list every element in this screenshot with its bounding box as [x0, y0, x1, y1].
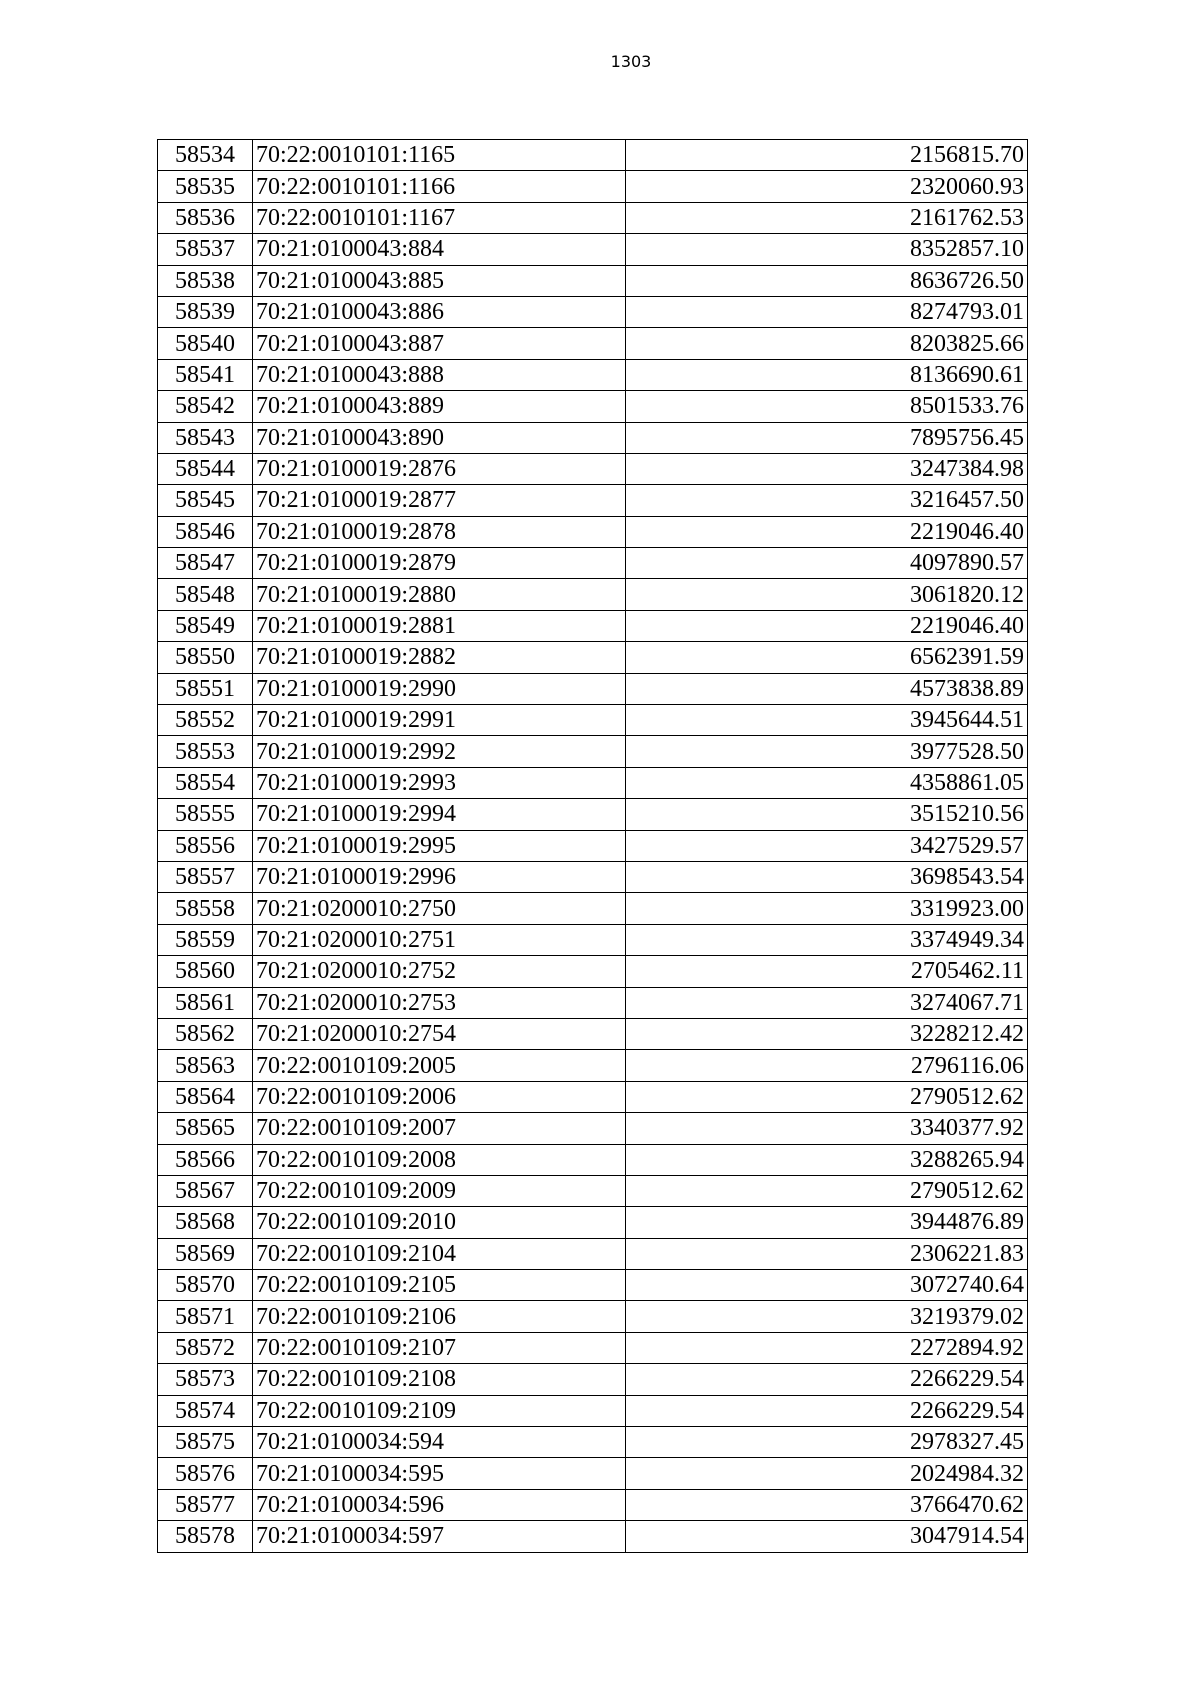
cadastral-number-cell: 70:21:0100019:2877	[253, 485, 626, 516]
table-row	[158, 516, 1028, 547]
row-number-cell: 58554	[158, 767, 253, 798]
row-number-cell: 58551	[158, 673, 253, 704]
row-number-cell: 58553	[158, 736, 253, 767]
cadastral-number-cell: 70:22:0010109:2007	[253, 1113, 626, 1144]
cadastral-number-cell: 70:21:0100019:2880	[253, 579, 626, 610]
table-row	[158, 1207, 1028, 1238]
row-number-cell: 58578	[158, 1521, 253, 1552]
cadastral-number-cell: 70:21:0100019:2991	[253, 705, 626, 736]
table-row	[158, 1458, 1028, 1489]
row-number-cell: 58568	[158, 1207, 253, 1238]
row-number-cell: 58547	[158, 548, 253, 579]
cadastral-number-cell: 70:21:0100034:596	[253, 1489, 626, 1520]
row-number-cell: 58541	[158, 359, 253, 390]
table-row	[158, 1270, 1028, 1301]
value-cell: 2978327.45	[626, 1427, 1028, 1458]
cadastral-number-cell: 70:21:0100043:885	[253, 265, 626, 296]
cadastral-number-cell: 70:22:0010109:2104	[253, 1238, 626, 1269]
row-number-cell: 58558	[158, 893, 253, 924]
table-row	[158, 1364, 1028, 1395]
value-cell: 3944876.89	[626, 1207, 1028, 1238]
row-number-cell: 58564	[158, 1081, 253, 1112]
table-row	[158, 736, 1028, 767]
value-cell: 3319923.00	[626, 893, 1028, 924]
table-row	[158, 987, 1028, 1018]
cadastral-number-cell: 70:21:0100019:2993	[253, 767, 626, 798]
cadastral-number-cell: 70:21:0100019:2995	[253, 830, 626, 861]
value-cell: 2320060.93	[626, 171, 1028, 202]
cadastral-number-cell: 70:22:0010109:2108	[253, 1364, 626, 1395]
cadastral-number-cell: 70:21:0100019:2878	[253, 516, 626, 547]
table-row	[158, 767, 1028, 798]
cadastral-number-cell: 70:21:0100034:595	[253, 1458, 626, 1489]
value-cell: 2705462.11	[626, 956, 1028, 987]
value-cell: 2219046.40	[626, 610, 1028, 641]
row-number-cell: 58546	[158, 516, 253, 547]
value-cell: 3288265.94	[626, 1144, 1028, 1175]
table-row	[158, 359, 1028, 390]
row-number-cell: 58543	[158, 422, 253, 453]
table-row	[158, 422, 1028, 453]
row-number-cell: 58540	[158, 328, 253, 359]
value-cell: 4097890.57	[626, 548, 1028, 579]
value-cell: 2219046.40	[626, 516, 1028, 547]
cadastral-number-cell: 70:21:0100034:594	[253, 1427, 626, 1458]
page-number: 1303	[610, 52, 652, 71]
row-number-cell: 58573	[158, 1364, 253, 1395]
value-cell: 8501533.76	[626, 391, 1028, 422]
table-row	[158, 924, 1028, 955]
cadastral-number-cell: 70:21:0100043:887	[253, 328, 626, 359]
value-cell: 4358861.05	[626, 767, 1028, 798]
value-cell: 3698543.54	[626, 861, 1028, 892]
row-number-cell: 58536	[158, 202, 253, 233]
row-number-cell: 58537	[158, 234, 253, 265]
table-row	[158, 830, 1028, 861]
value-cell: 8136690.61	[626, 359, 1028, 390]
table-row	[158, 610, 1028, 641]
value-cell: 3228212.42	[626, 1018, 1028, 1049]
table-row	[158, 328, 1028, 359]
value-cell: 3515210.56	[626, 799, 1028, 830]
cadastral-number-cell: 70:21:0100019:2990	[253, 673, 626, 704]
table-row	[158, 1081, 1028, 1112]
table-row	[158, 1050, 1028, 1081]
value-cell: 3340377.92	[626, 1113, 1028, 1144]
table-row	[158, 1332, 1028, 1363]
value-cell: 2266229.54	[626, 1364, 1028, 1395]
cadastral-value-table	[157, 139, 1028, 1553]
cadastral-number-cell: 70:21:0100043:884	[253, 234, 626, 265]
table-row	[158, 1238, 1028, 1269]
row-number-cell: 58562	[158, 1018, 253, 1049]
cadastral-number-cell: 70:22:0010109:2005	[253, 1050, 626, 1081]
table-row	[158, 140, 1028, 171]
value-cell: 2161762.53	[626, 202, 1028, 233]
row-number-cell: 58560	[158, 956, 253, 987]
row-number-cell: 58571	[158, 1301, 253, 1332]
row-number-cell: 58572	[158, 1332, 253, 1363]
row-number-cell: 58563	[158, 1050, 253, 1081]
row-number-cell: 58552	[158, 705, 253, 736]
cadastral-number-cell: 70:22:0010109:2008	[253, 1144, 626, 1175]
value-cell: 3047914.54	[626, 1521, 1028, 1552]
row-number-cell: 58567	[158, 1175, 253, 1206]
cadastral-number-cell: 70:21:0100043:886	[253, 296, 626, 327]
cadastral-number-cell: 70:22:0010109:2010	[253, 1207, 626, 1238]
cadastral-number-cell: 70:22:0010101:1165	[253, 140, 626, 171]
cadastral-number-cell: 70:22:0010109:2009	[253, 1175, 626, 1206]
value-cell: 3945644.51	[626, 705, 1028, 736]
value-cell: 2266229.54	[626, 1395, 1028, 1426]
cadastral-number-cell: 70:22:0010109:2109	[253, 1395, 626, 1426]
row-number-cell: 58550	[158, 642, 253, 673]
table-row	[158, 1144, 1028, 1175]
table-row	[158, 956, 1028, 987]
value-cell: 8274793.01	[626, 296, 1028, 327]
row-number-cell: 58566	[158, 1144, 253, 1175]
cadastral-number-cell: 70:21:0100043:889	[253, 391, 626, 422]
value-cell: 7895756.45	[626, 422, 1028, 453]
cadastral-number-cell: 70:21:0100019:2882	[253, 642, 626, 673]
value-cell: 6562391.59	[626, 642, 1028, 673]
row-number-cell: 58542	[158, 391, 253, 422]
table-row	[158, 1521, 1028, 1552]
table-row	[158, 391, 1028, 422]
row-number-cell: 58538	[158, 265, 253, 296]
value-cell: 2024984.32	[626, 1458, 1028, 1489]
row-number-cell: 58549	[158, 610, 253, 641]
cadastral-number-cell: 70:21:0100019:2881	[253, 610, 626, 641]
table-row	[158, 1018, 1028, 1049]
row-number-cell: 58569	[158, 1238, 253, 1269]
table-row	[158, 1113, 1028, 1144]
value-cell: 2306221.83	[626, 1238, 1028, 1269]
row-number-cell: 58545	[158, 485, 253, 516]
value-cell: 3219379.02	[626, 1301, 1028, 1332]
row-number-cell: 58577	[158, 1489, 253, 1520]
cadastral-number-cell: 70:21:0200010:2754	[253, 1018, 626, 1049]
cadastral-number-cell: 70:22:0010101:1167	[253, 202, 626, 233]
table-body	[158, 140, 1028, 1553]
row-number-cell: 58561	[158, 987, 253, 1018]
value-cell: 3072740.64	[626, 1270, 1028, 1301]
table-row	[158, 861, 1028, 892]
table-row	[158, 548, 1028, 579]
value-cell: 8203825.66	[626, 328, 1028, 359]
value-cell: 2272894.92	[626, 1332, 1028, 1363]
row-number-cell: 58555	[158, 799, 253, 830]
value-cell: 2790512.62	[626, 1081, 1028, 1112]
table-row	[158, 705, 1028, 736]
table-row	[158, 171, 1028, 202]
table-row	[158, 265, 1028, 296]
value-cell: 3977528.50	[626, 736, 1028, 767]
table-row	[158, 1395, 1028, 1426]
cadastral-number-cell: 70:21:0100034:597	[253, 1521, 626, 1552]
value-cell: 3247384.98	[626, 453, 1028, 484]
cadastral-number-cell: 70:21:0200010:2753	[253, 987, 626, 1018]
value-cell: 3427529.57	[626, 830, 1028, 861]
value-cell: 2796116.06	[626, 1050, 1028, 1081]
cadastral-number-cell: 70:21:0100019:2879	[253, 548, 626, 579]
table-row	[158, 673, 1028, 704]
cadastral-number-cell: 70:21:0200010:2751	[253, 924, 626, 955]
value-cell: 8636726.50	[626, 265, 1028, 296]
value-cell: 3061820.12	[626, 579, 1028, 610]
cadastral-number-cell: 70:22:0010109:2107	[253, 1332, 626, 1363]
table-row	[158, 485, 1028, 516]
row-number-cell: 58556	[158, 830, 253, 861]
cadastral-number-cell: 70:21:0100019:2994	[253, 799, 626, 830]
value-cell: 3274067.71	[626, 987, 1028, 1018]
row-number-cell: 58565	[158, 1113, 253, 1144]
value-cell: 3216457.50	[626, 485, 1028, 516]
row-number-cell: 58544	[158, 453, 253, 484]
row-number-cell: 58557	[158, 861, 253, 892]
row-number-cell: 58535	[158, 171, 253, 202]
value-cell: 4573838.89	[626, 673, 1028, 704]
cadastral-number-cell: 70:21:0200010:2750	[253, 893, 626, 924]
value-cell: 3766470.62	[626, 1489, 1028, 1520]
table-row	[158, 1175, 1028, 1206]
table-row	[158, 234, 1028, 265]
value-cell: 3374949.34	[626, 924, 1028, 955]
table-row	[158, 296, 1028, 327]
table-row	[158, 1301, 1028, 1332]
value-cell: 2156815.70	[626, 140, 1028, 171]
table-row	[158, 893, 1028, 924]
cadastral-number-cell: 70:22:0010109:2106	[253, 1301, 626, 1332]
cadastral-number-cell: 70:22:0010101:1166	[253, 171, 626, 202]
value-cell: 8352857.10	[626, 234, 1028, 265]
table-row	[158, 799, 1028, 830]
row-number-cell: 58576	[158, 1458, 253, 1489]
cadastral-number-cell: 70:21:0100043:888	[253, 359, 626, 390]
cadastral-number-cell: 70:21:0100019:2876	[253, 453, 626, 484]
value-cell: 2790512.62	[626, 1175, 1028, 1206]
cadastral-number-cell: 70:21:0100043:890	[253, 422, 626, 453]
table-row	[158, 579, 1028, 610]
table-row	[158, 1427, 1028, 1458]
table-row	[158, 453, 1028, 484]
cadastral-number-cell: 70:21:0200010:2752	[253, 956, 626, 987]
cadastral-number-cell: 70:21:0100019:2996	[253, 861, 626, 892]
cadastral-number-cell: 70:22:0010109:2006	[253, 1081, 626, 1112]
cadastral-number-cell: 70:21:0100019:2992	[253, 736, 626, 767]
row-number-cell: 58539	[158, 296, 253, 327]
table-row	[158, 642, 1028, 673]
table-row	[158, 1489, 1028, 1520]
row-number-cell: 58574	[158, 1395, 253, 1426]
cadastral-number-cell: 70:22:0010109:2105	[253, 1270, 626, 1301]
row-number-cell: 58570	[158, 1270, 253, 1301]
table-row	[158, 202, 1028, 233]
row-number-cell: 58548	[158, 579, 253, 610]
row-number-cell: 58534	[158, 140, 253, 171]
row-number-cell: 58559	[158, 924, 253, 955]
row-number-cell: 58575	[158, 1427, 253, 1458]
